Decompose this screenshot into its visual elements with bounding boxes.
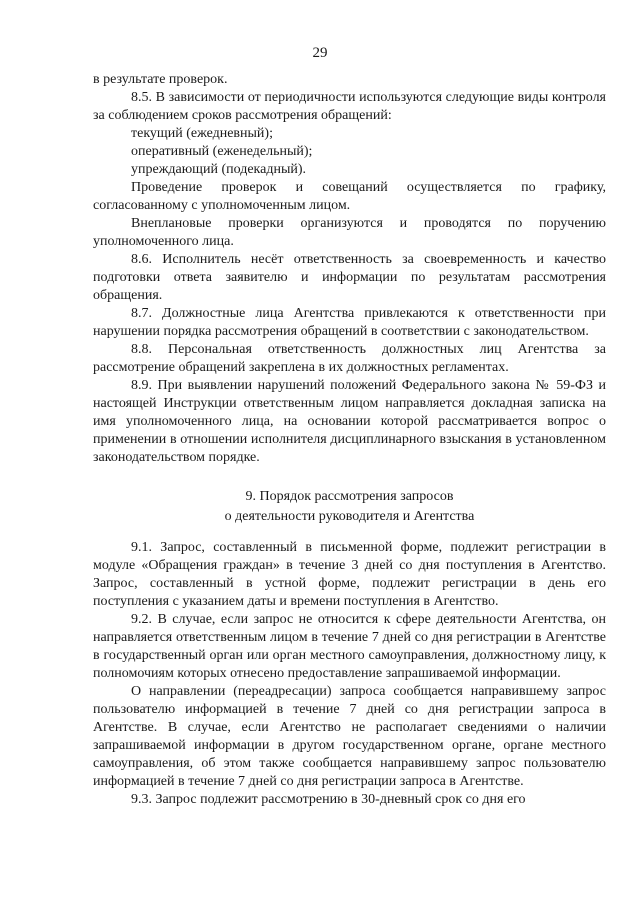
- list-item: оперативный (еженедельный);: [131, 144, 313, 159]
- paragraph-9-3: 9.3. Запрос подлежит рассмотрению в 30-дневный срок со дня его: [131, 792, 526, 807]
- section-heading-line-2: о деятельности руководителя и Агентства: [224, 509, 475, 524]
- page-body: [93, 71, 606, 809]
- paragraph-8-9: 8.9. При выявлении нарушений положений Федерального закона № 59-ФЗ и настоящей Инструкции ответственным лицом направляется докладная записка на имя уполномоченного лица, на основании которой рассматривается вопрос о применении в отношении исполнителя дисциплинарного взыскания в установленном законодательством порядке.: [93, 378, 606, 465]
- list-item: упреждающий (подекадный).: [131, 162, 307, 177]
- paragraph: О направлении (переадресации) запроса сообщается направившему запрос пользователю информацией в течение 7 дней со дня регистрации запроса в Агентстве. В случае, если Агентство не располагает сведениями о наличии запрашиваемой информации в другом государственном органе, органе местного самоуправления, об этом также сообщается направившему запрос пользователю информацией в течение 7 дней со дня регистрации запроса в Агентстве.: [93, 684, 606, 789]
- paragraph-9-2: 9.2. В случае, если запрос не относится к сфере деятельности Агентства, он направляется ответственным лицом в течение 7 дней со дня регистрации в Агентстве в государственный орган или орган местного самоуправления, должностному лицу, к полномочиям которых отнесено предоставление запрашиваемой информации.: [93, 612, 606, 681]
- section-heading: [93, 487, 606, 527]
- paragraph: в результате проверок.: [93, 72, 228, 87]
- paragraph: Проведение проверок и совещаний осуществляется по графику, согласованному с уполномоченным лицом.: [93, 180, 606, 213]
- paragraph-8-7: 8.7. Должностные лица Агентства привлекаются к ответственности при нарушении порядка рассмотрения обращений в соответствии с законодательством.: [93, 306, 606, 339]
- paragraph-9-1: 9.1. Запрос, составленный в письменной форме, подлежит регистрации в модуле «Обращения граждан» в течение 3 дней со дня поступления в Агентство. Запрос, составленный в устной форме, подлежит регистрации в день его поступления с указанием даты и времени поступления в Агентство.: [93, 540, 606, 609]
- section-heading-line-1: 9. Порядок рассмотрения запросов: [245, 489, 454, 504]
- page-number: 29: [312, 45, 328, 61]
- paragraph-8-6: 8.6. Исполнитель несёт ответственность за своевременность и качество подготовки ответа заявителю и информации по результатам рассмотрения обращения.: [93, 252, 606, 303]
- paragraph-8-8: 8.8. Персональная ответственность должностных лиц Агентства за рассмотрение обращений закреплена в их должностных регламентах.: [93, 342, 606, 375]
- paragraph: Внеплановые проверки организуются и проводятся по поручению уполномоченного лица.: [93, 216, 606, 249]
- paragraph-8-5: 8.5. В зависимости от периодичности используются следующие виды контроля за соблюдением сроков рассмотрения обращений:: [93, 90, 606, 123]
- list-item: текущий (ежедневный);: [131, 126, 273, 141]
